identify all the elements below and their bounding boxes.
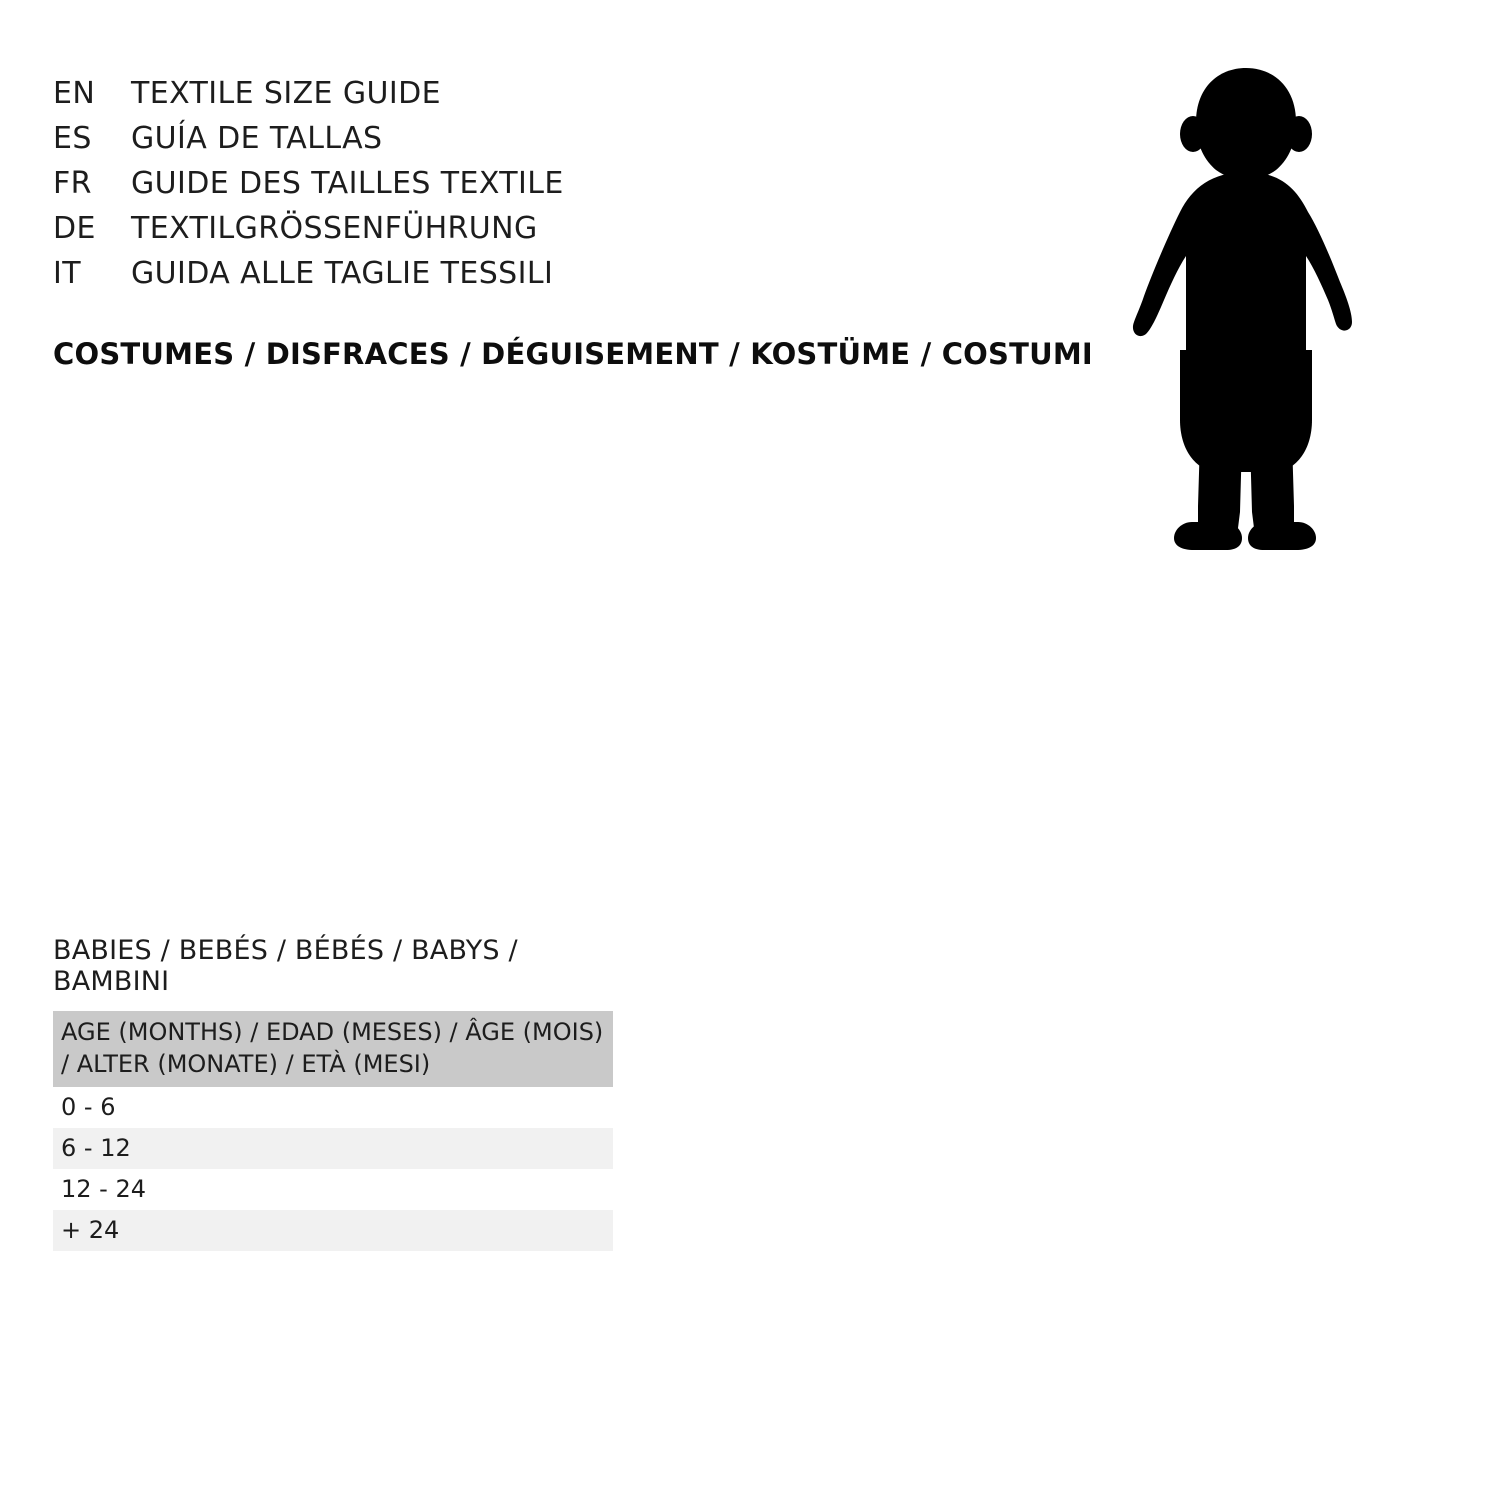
language-label: TEXTILGRÖSSENFÜHRUNG — [131, 211, 538, 246]
language-code: EN — [53, 76, 96, 111]
language-row — [53, 76, 1053, 121]
cell-age: 0 - 6 — [53, 1087, 613, 1128]
column-header-age: AGE (MONTHS) / EDAD (MESES) / ÂGE (MOIS) / ALTER (MONATE) / ETÀ (MESI) — [53, 1011, 613, 1087]
size-table — [53, 1011, 613, 1251]
language-code: FR — [53, 166, 92, 201]
table-row — [53, 1210, 613, 1251]
cell-age: 6 - 12 — [53, 1128, 613, 1169]
language-label: GUIDA ALLE TAGLIE TESSILI — [131, 256, 554, 291]
table-header-row — [53, 1011, 613, 1087]
language-code: DE — [53, 211, 96, 246]
language-label: TEXTILE SIZE GUIDE — [131, 76, 441, 111]
table-row — [53, 1128, 613, 1169]
language-list — [53, 76, 1053, 301]
language-code: ES — [53, 121, 92, 156]
size-table-block — [53, 935, 613, 1251]
cell-age: + 24 — [53, 1210, 613, 1251]
cell-age: 12 - 24 — [53, 1169, 613, 1210]
language-row — [53, 256, 1053, 301]
language-row — [53, 211, 1053, 256]
table-row — [53, 1169, 613, 1210]
language-code: IT — [53, 256, 81, 291]
page-title: COSTUMES / DISFRACES / DÉGUISEMENT / KOSTÜME / COSTUMI — [53, 337, 1093, 371]
baby-silhouette-icon — [1100, 60, 1390, 550]
language-label: GUIDE DES TAILLES TEXTILE — [131, 166, 564, 201]
table-row — [53, 1087, 613, 1128]
language-label: GUÍA DE TALLAS — [131, 121, 383, 156]
table-heading: BABIES / BEBÉS / BÉBÉS / BABYS / BAMBINI — [53, 935, 518, 997]
language-row — [53, 166, 1053, 211]
language-row — [53, 121, 1053, 166]
